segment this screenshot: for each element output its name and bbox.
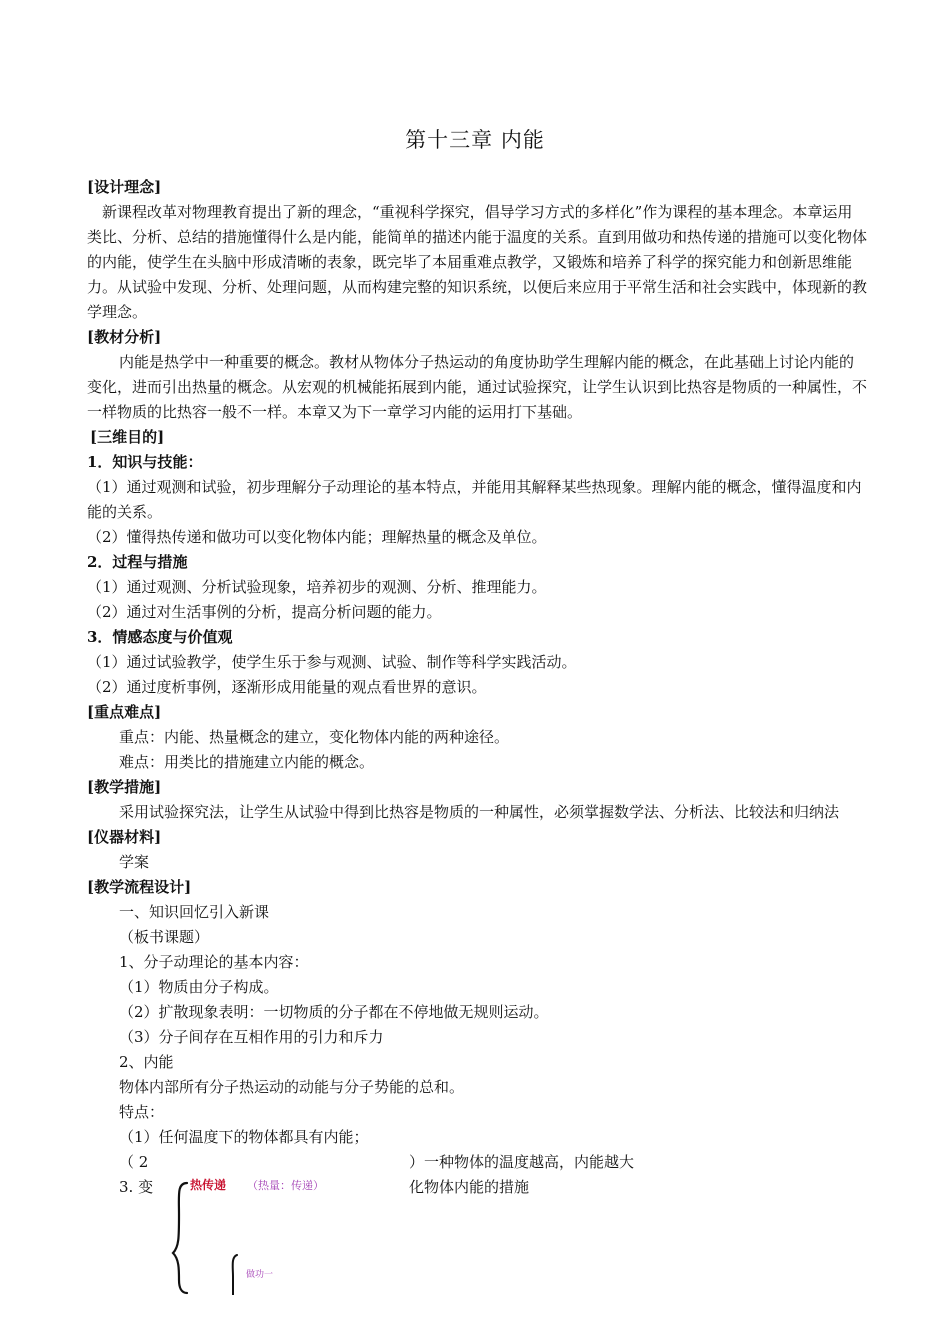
flow-line-right: 化物体内能的措施 [409, 1178, 530, 1196]
section-heading-design: [设计理念] [87, 178, 162, 196]
flow-line: 一、知识回忆引入新课 [119, 903, 270, 921]
flow-line: 1、分子动理论的基本内容： [119, 953, 309, 971]
section-heading-flow: [教学流程设计] [87, 878, 192, 896]
flow-split-line [87, 1150, 867, 1175]
flow-line-left: （ 2 [119, 1153, 149, 1171]
goal-item: （2）通过度析事例，逐渐形成用能量的观点看世界的意识。 [87, 678, 487, 696]
equipment-text: 学案 [119, 853, 150, 871]
handwritten-annotation: （热量：传递） [247, 1179, 324, 1192]
key-point: 重点：内能、热量概念的建立，变化物体内能的两种途径。 [119, 728, 510, 746]
goal-item: （2）通过对生活事例的分析，提高分析问题的能力。 [87, 603, 442, 621]
goal-heading-knowledge: 1．知识与技能： [87, 453, 203, 471]
handwritten-annotation: 做功一 [246, 1270, 274, 1280]
section-heading-method: [教学措施] [87, 778, 162, 796]
section-heading-equipment: [仪器材料] [87, 828, 162, 846]
goal-item: （1）通过观测、分析试验现象，培养初步的观测、分析、推理能力。 [87, 578, 547, 596]
flow-line: （2）扩散现象表明：一切物质的分子都在不停地做无规则运动。 [119, 1003, 549, 1021]
flow-line: 特点： [119, 1103, 165, 1121]
flow-line-left: 3. 变 [119, 1178, 154, 1196]
material-paragraph: 内能是热学中一种重要的概念。教材从物体分子热运动的角度协助学生理解内能的概念，在此基础上讨论内能的变化，进而引出热量的概念。从宏观的机械能拓展到内能，通过试验探究，让学生认识到比热容是物质的一种属性，不一样物质的比热容一般不一样。本章又为下一章学习内能的运用打下基础。 [87, 353, 868, 421]
handwritten-annotation: 热传递 [190, 1178, 227, 1192]
section-heading-key: [重点难点] [87, 703, 162, 721]
flow-line: （1）物质由分子构成。 [119, 978, 279, 996]
section-heading-material: [教材分析] [87, 328, 162, 346]
flow-line: （3）分子间存在互相作用的引力和斥力 [119, 1028, 384, 1046]
goal-item: （2）懂得热传递和做功可以变化物体内能；理解热量的概念及单位。 [87, 528, 547, 546]
flow-line: （板书课题） [119, 928, 210, 946]
goal-heading-process: 2．过程与措施 [87, 553, 188, 571]
flow-line: 物体内部所有分子热运动的动能与分子势能的总和。 [119, 1078, 465, 1096]
flow-line-right: ）一种物体的温度越高，内能越大 [409, 1153, 635, 1171]
handwritten-diagram [87, 1175, 867, 1295]
goal-heading-attitude: 3．情感态度与价值观 [87, 628, 233, 646]
design-paragraph: 新课程改革对物理教育提出了新的理念，“重视科学探究，倡导学习方式的多样化”作为课程的基本理念。本章运用类比、分析、总结的措施懂得什么是内能，能简单的描述内能于温度的关系。直到用做功和热传递的措施可以变化物体的内能，使学生在头脑中形成清晰的表象，既完毕了本届重难点教学，又锻炼和培养了科学的探究能力和创新思维能力。从试验中发现、分析、处理问题，从而构建完整的知识系统，以便后来应用于平常生活和社会实践中，体现新的教学理念。 [87, 203, 868, 321]
method-paragraph: 采用试验探究法，让学生从试验中得到比热容是物质的一种属性，必须掌握数学法、分析法、比较法和归纳法 [119, 803, 840, 821]
document-body [87, 175, 867, 1295]
chapter-title: 第十三章 内能 [405, 128, 545, 152]
section-heading-goals: [三维目的] [90, 428, 165, 446]
difficult-point: 难点：用类比的措施建立内能的概念。 [119, 753, 375, 771]
flow-line: （1）任何温度下的物体都具有内能； [119, 1128, 369, 1146]
flow-line: 2、内能 [119, 1053, 174, 1071]
goal-item: （1）通过观测和试验，初步理解分子动理论的基本特点，并能用其解释某些热现象。理解内能的概念，懂得温度和内能的关系。 [87, 478, 862, 521]
goal-item: （1）通过试验教学，使学生乐于参与观测、试验、制作等科学实践活动。 [87, 653, 577, 671]
